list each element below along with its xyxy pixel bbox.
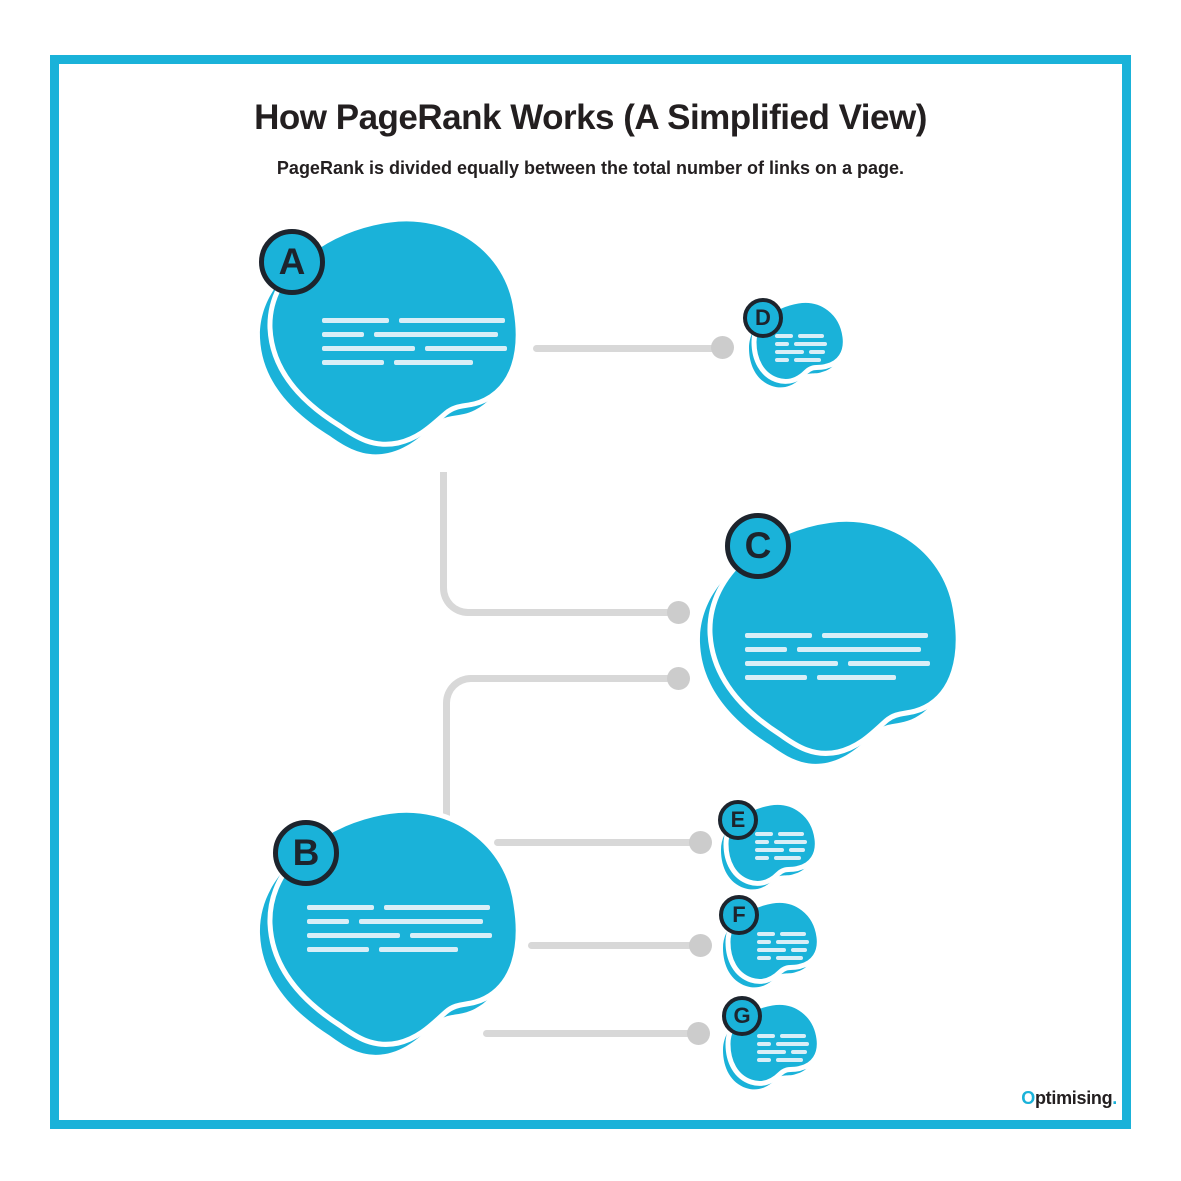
text-line [322,332,507,337]
node-a-text-lines [322,318,507,365]
logo-period: . [1112,1088,1117,1108]
link-a-to-c-endpoint [667,601,690,624]
node-a-badge [259,229,325,295]
text-line [757,1034,809,1038]
link-b-to-f-endpoint [689,934,712,957]
text-line [757,1042,809,1046]
page-subtitle: PageRank is divided equally between the total number of links on a page. [276,158,905,178]
link-a-to-c [440,472,678,616]
node-f-text-lines [757,932,809,960]
node-c-label: C [744,525,772,566]
text-line [757,1050,809,1054]
page-title: How PageRank Works (A Simplified View) [254,98,927,137]
node-e-label: E [730,807,746,832]
text-line [757,932,809,936]
node-b-text-lines [307,905,492,952]
link-b-to-e [494,839,700,846]
node-d-page-blob [750,296,850,392]
text-line [775,342,827,346]
node-b-label: B [292,832,320,873]
text-line [757,940,809,944]
logo-o-mark: O [1021,1088,1035,1108]
text-line [322,318,507,323]
text-line [755,840,807,844]
node-b-page-blob [262,803,524,1068]
node-g-badge [722,996,762,1036]
text-line [745,633,930,638]
text-line [775,358,827,362]
text-line [745,661,930,666]
node-g-text-lines [757,1034,809,1062]
logo-wordmark: ptimising [1034,1088,1113,1108]
text-line [307,947,492,952]
node-c-page-blob [702,512,964,777]
link-b-to-e-endpoint [689,831,712,854]
link-b-to-g-endpoint [687,1022,710,1045]
node-a-label: A [278,241,306,282]
node-f-badge [719,895,759,935]
text-line [745,675,930,680]
text-line [755,832,807,836]
link-a-to-d-endpoint [711,336,734,359]
text-line [322,360,507,365]
node-b-badge [273,820,339,886]
node-g-page-blob [724,998,824,1094]
node-c-text-lines [745,633,930,680]
node-f-label: F [732,902,746,927]
node-d-text-lines [775,334,827,362]
text-line [775,334,827,338]
text-line [755,856,807,860]
node-e-page-blob [722,798,822,894]
node-e-badge [718,800,758,840]
text-line [775,350,827,354]
link-b-to-f [528,942,700,949]
node-a-page-blob [262,212,524,467]
node-g-label: G [733,1003,751,1028]
text-line [745,647,930,652]
node-e-text-lines [755,832,807,860]
text-line [757,1058,809,1062]
text-line [307,905,492,910]
optimising-logo [1021,1088,1117,1109]
node-d-badge [743,298,783,338]
node-d-label: D [755,305,771,330]
text-line [757,956,809,960]
node-c-badge [725,513,791,579]
link-a-to-d [533,345,723,352]
link-b-to-c-endpoint [667,667,690,690]
text-line [755,848,807,852]
text-line [757,948,809,952]
text-line [322,346,507,351]
text-line [307,919,492,924]
node-f-page-blob [724,896,824,992]
text-line [307,933,492,938]
